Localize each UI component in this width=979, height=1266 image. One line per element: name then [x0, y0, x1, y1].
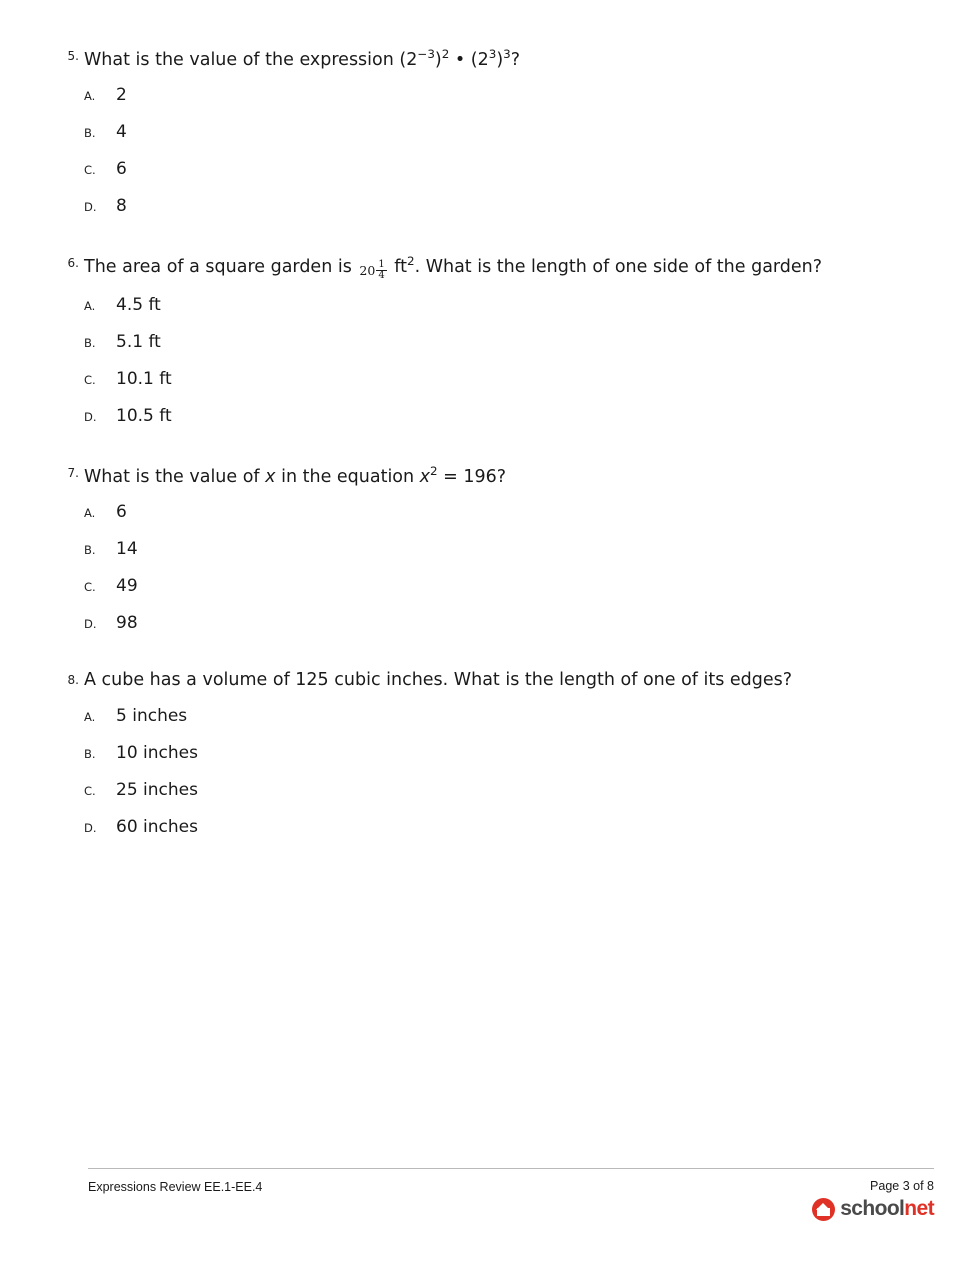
choice-option[interactable]	[84, 612, 937, 639]
question-exponent-1: −3	[417, 47, 435, 62]
choice-option[interactable]	[84, 195, 937, 222]
fraction-numerator: 1	[378, 258, 385, 270]
choice-option[interactable]	[84, 538, 937, 565]
choice-letter: B.	[84, 543, 96, 557]
schoolnet-logo	[812, 1197, 934, 1221]
choice-option[interactable]	[84, 405, 937, 432]
question-number: 8.	[67, 673, 79, 687]
question-text-mid-2: • (2	[449, 50, 489, 70]
choice-option[interactable]	[84, 742, 937, 769]
question-text	[84, 462, 937, 493]
choice-option[interactable]	[84, 575, 937, 602]
choice-text: 5 inches	[116, 706, 188, 726]
choice-text: 8	[116, 196, 127, 216]
questions-container	[57, 45, 937, 853]
choice-letter: B.	[84, 747, 96, 761]
choice-letter: D.	[84, 821, 97, 835]
brand-word-school: school	[840, 1197, 905, 1220]
footer-row	[88, 1179, 934, 1221]
question-block-5	[57, 45, 937, 222]
question-number: 5.	[67, 49, 79, 63]
page-number-label: Page 3 of 8	[870, 1179, 934, 1193]
choice-option[interactable]	[84, 84, 937, 111]
question-text-lead: What is the value of the expression (2	[84, 50, 418, 70]
choice-option[interactable]	[84, 501, 937, 528]
choice-text: 4	[116, 122, 127, 142]
choice-text: 14	[116, 539, 138, 559]
choice-text: 10.5 ft	[116, 406, 172, 426]
question-exponent-4: 3	[503, 47, 511, 62]
footer-document-title: Expressions Review EE.1-EE.4	[88, 1180, 263, 1194]
choice-text: 10.1 ft	[116, 369, 172, 389]
choice-text: 25 inches	[116, 780, 198, 800]
choice-option[interactable]	[84, 294, 937, 321]
mixed-number	[359, 254, 386, 286]
home-icon	[812, 1198, 835, 1221]
brand-wordmark	[840, 1197, 934, 1221]
choice-text: 49	[116, 576, 138, 596]
choice-letter: A.	[84, 299, 96, 313]
question-text-tail: = 196?	[437, 467, 507, 487]
choice-letter: C.	[84, 580, 96, 594]
question-number: 6.	[67, 256, 79, 270]
question-text-lead: What is the value of	[84, 467, 266, 487]
choice-letter: B.	[84, 126, 96, 140]
question-exponent-1: 2	[406, 254, 415, 269]
question-text-mid-1: )	[434, 50, 442, 70]
choice-text: 6	[116, 502, 127, 522]
choice-letter: C.	[84, 373, 96, 387]
choice-text: 98	[116, 613, 138, 633]
choice-letter: D.	[84, 410, 97, 424]
question-text-mid-1: ft	[394, 257, 407, 277]
choice-option[interactable]	[84, 158, 937, 185]
question-text	[84, 252, 937, 286]
page-footer	[88, 1168, 934, 1221]
choice-text: 2	[116, 85, 127, 105]
question-text-mid-1: in the equation	[275, 467, 420, 487]
question-variable-2: x	[419, 467, 431, 487]
choice-letter: A.	[84, 89, 96, 103]
choice-text: 4.5 ft	[116, 295, 161, 315]
mixed-number-whole: 20	[359, 263, 376, 278]
question-text-lead: The area of a square garden is	[84, 257, 352, 277]
choice-letter: C.	[84, 784, 96, 798]
question-exponent-2: 2	[441, 47, 450, 62]
choice-option[interactable]	[84, 779, 937, 806]
choice-text: 10 inches	[116, 743, 198, 763]
choice-letter: B.	[84, 336, 96, 350]
choice-letter: A.	[84, 506, 96, 520]
choice-option[interactable]	[84, 331, 937, 358]
choice-letter: D.	[84, 200, 97, 214]
choice-list	[84, 84, 937, 222]
footer-right-group	[812, 1179, 934, 1221]
choice-option[interactable]	[84, 705, 937, 732]
question-text-tail: ?	[510, 50, 521, 70]
fraction-denominator: 4	[378, 270, 385, 281]
question-number: 7.	[67, 466, 79, 480]
choice-text: 5.1 ft	[116, 332, 161, 352]
choice-letter: A.	[84, 710, 96, 724]
choice-letter: C.	[84, 163, 96, 177]
question-block-8	[57, 669, 937, 843]
choice-text: 60 inches	[116, 817, 198, 837]
question-text: A cube has a volume of 125 cubic inches. What is the length of one of its edges?	[84, 670, 793, 690]
choice-option[interactable]	[84, 368, 937, 395]
question-variable-1: x	[265, 467, 276, 487]
brand-word-net: net	[904, 1197, 934, 1220]
choice-list	[84, 705, 937, 843]
question-block-6	[57, 252, 937, 432]
fraction	[376, 260, 386, 281]
choice-list	[84, 501, 937, 639]
question-text	[84, 45, 937, 76]
choice-option[interactable]	[84, 816, 937, 843]
choice-option[interactable]	[84, 121, 937, 148]
choice-list	[84, 294, 937, 432]
question-block-7	[57, 462, 937, 639]
footer-divider	[88, 1168, 934, 1169]
question-exponent-1: 2	[430, 464, 438, 479]
choice-letter: D.	[84, 617, 97, 631]
choice-text: 6	[116, 159, 127, 179]
question-text-mid-3: )	[496, 50, 504, 70]
question-text-tail: . What is the length of one side of the garden?	[414, 257, 823, 277]
question-exponent-3: 3	[488, 47, 497, 62]
